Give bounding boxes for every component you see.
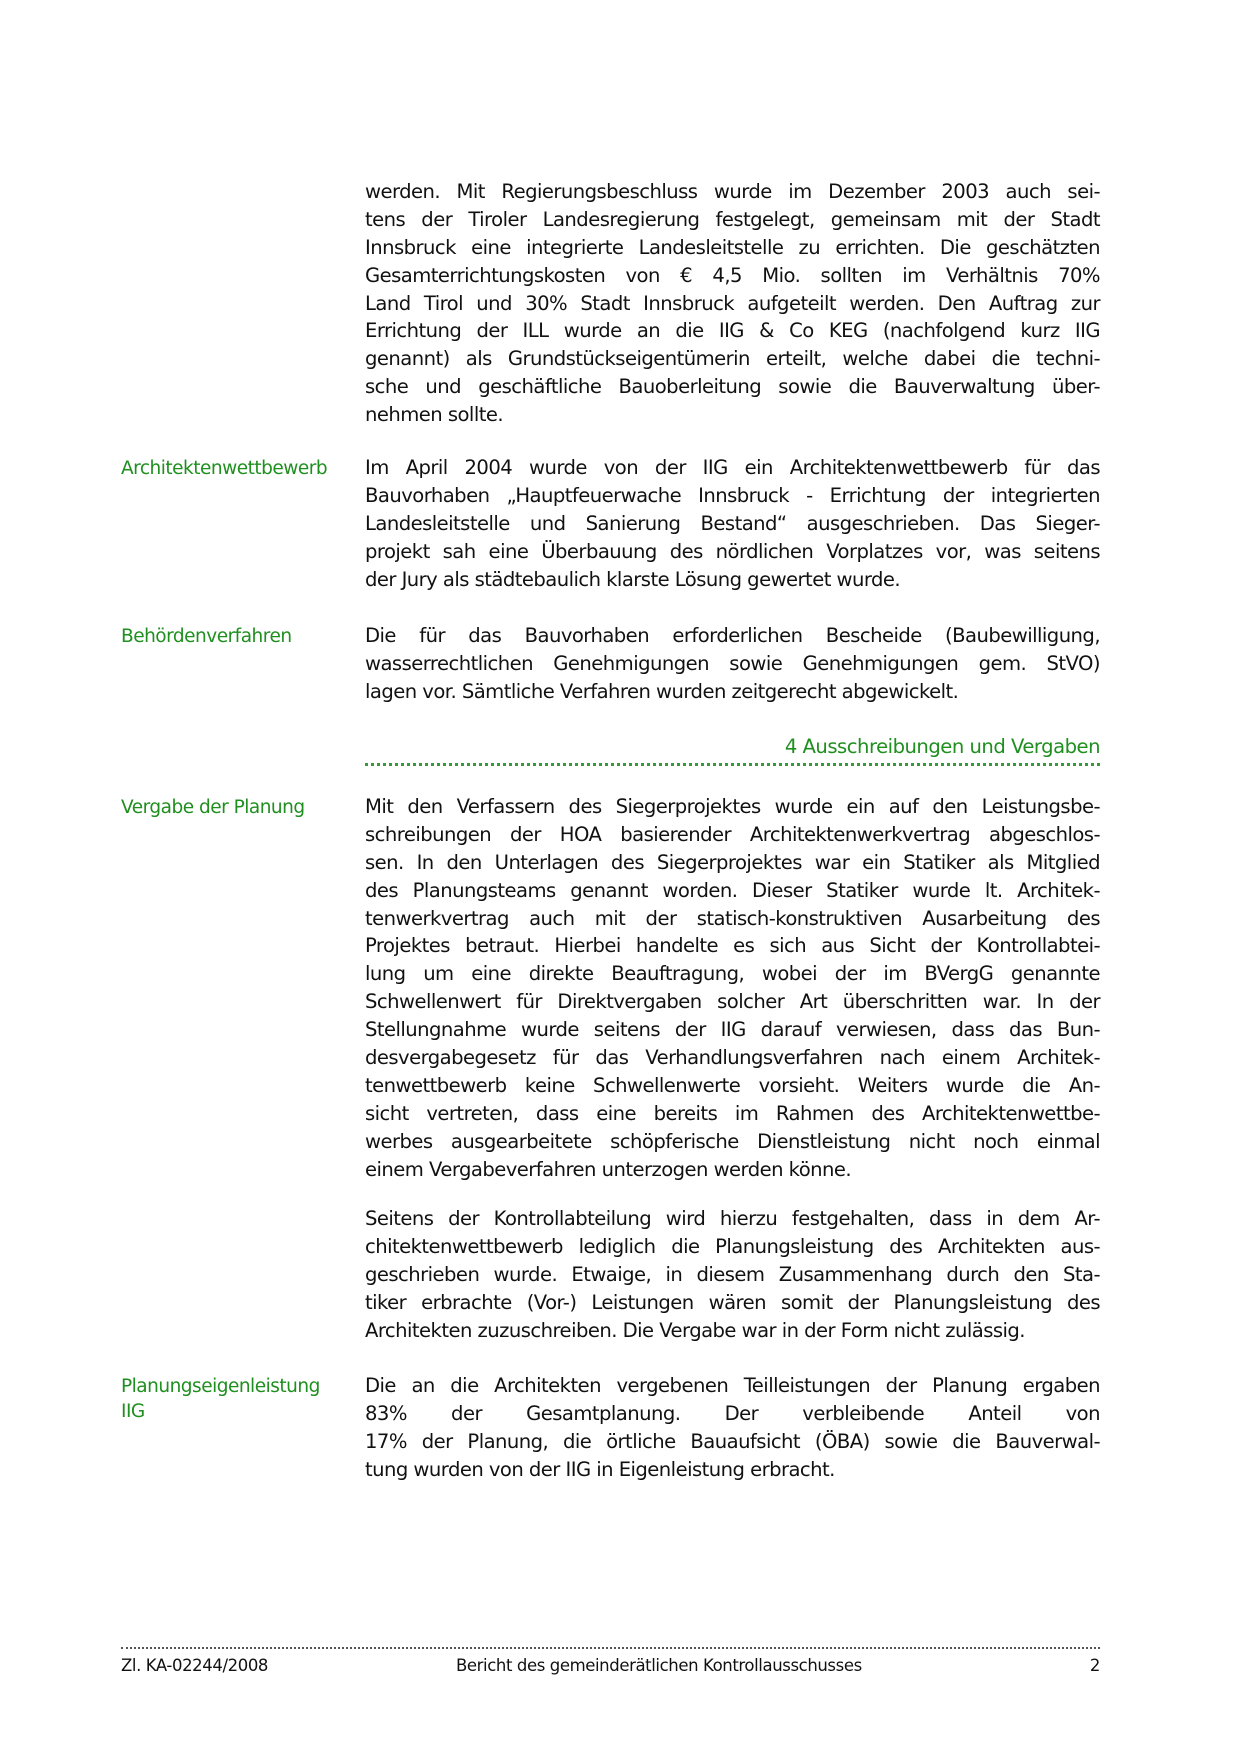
text-line: 17% der Planung, die örtliche Bauaufsicht (ÖBA) sowie die Bauverwal- xyxy=(365,1429,1100,1453)
text-line: Im April 2004 wurde von der IIG ein Architektenwettbewerb für das xyxy=(365,456,1100,479)
text-line: Schwellenwert für Direktvergaben solcher Art überschritten war. In der xyxy=(365,990,1100,1014)
paragraph xyxy=(365,454,1100,593)
heading-divider xyxy=(365,763,1100,766)
text-line: sen. In den Unterlagen des Siegerprojektes war ein Statiker als Mitglied xyxy=(365,850,1100,874)
text-line: tenwettbewerb keine Schwellenwerte vorsieht. Weiters wurde die An- xyxy=(365,1073,1100,1097)
text-line: projekt sah eine Überbauung des nördlichen Vorplatzes vor, was seitens xyxy=(365,539,1100,563)
text-line: Mit den Verfassern des Siegerprojektes wurde ein auf den Leistungsbe- xyxy=(365,795,1100,818)
text-line: Stellungnahme wurde seitens der IIG darauf verwiesen, dass das Bun- xyxy=(365,1018,1100,1042)
text-line: Gesamterrichtungskosten von € 4,5 Mio. sollten im Verhältnis 70% xyxy=(365,263,1100,287)
text-line: Architekten zuzuschreiben. Die Vergabe war in der Form nicht zulässig. xyxy=(365,1318,1025,1342)
text-line: sche und geschäftliche Bauoberleitung sowie die Bauverwaltung über- xyxy=(365,375,1100,399)
text-line: tung wurden von der IIG in Eigenleistung erbracht. xyxy=(365,1457,835,1481)
footer-reference: Zl. KA-02244/2008 xyxy=(121,1656,269,1675)
footer-divider xyxy=(121,1647,1100,1649)
section-heading: 4 Ausschreibungen und Vergaben xyxy=(784,735,1100,758)
text-line: lung um eine direkte Beauftragung, wobei der im BVergG genannte xyxy=(365,962,1100,986)
text-line: Errichtung der ILL wurde an die IIG & Co KEG (nachfolgend kurz IIG xyxy=(365,319,1100,343)
text-line: schreibungen der HOA basierender Architektenwerkvertrag abgeschlos- xyxy=(365,822,1100,846)
text-line: des Planungsteams genannt worden. Dieser Statiker wurde lt. Architek- xyxy=(365,878,1100,902)
paragraph xyxy=(365,178,1100,429)
text-line: wasserrechtlichen Genehmigungen sowie Genehmigungen gem. StVO) xyxy=(365,651,1100,675)
margin-label: Planungseigenleistung IIG xyxy=(121,1376,320,1422)
text-line: sicht vertreten, dass eine bereits im Rahmen des Architektenwettbe- xyxy=(365,1101,1100,1125)
text-line: Bauvorhaben „Hauptfeuerwache Innsbruck - Errichtung der integrierten xyxy=(365,483,1100,507)
text-line: tiker erbrachte (Vor-) Leistungen wären somit der Planungsleistung des xyxy=(365,1290,1100,1314)
text-line: einem Vergabeverfahren unterzogen werden könne. xyxy=(365,1157,852,1181)
text-line: geschrieben wurde. Etwaige, in diesem Zusammenhang durch den Sta- xyxy=(365,1262,1100,1286)
margin-label: Behördenverfahren xyxy=(121,626,292,647)
text-line: werbes ausgearbeitete schöpferische Dienstleistung nicht noch einmal xyxy=(365,1129,1100,1153)
paragraph xyxy=(365,622,1100,706)
text-line: desvergabegesetz für das Verhandlungsverfahren nach einem Architek- xyxy=(365,1046,1100,1070)
text-line: Innsbruck eine integrierte Landesleitstelle zu errichten. Die geschätzten xyxy=(365,235,1100,259)
paragraph xyxy=(365,793,1100,1183)
text-line: Die an die Architekten vergebenen Teilleistungen der Planung ergaben xyxy=(365,1374,1100,1397)
margin-label: Architektenwettbewerb xyxy=(121,458,328,479)
margin-label: Vergabe der Planung xyxy=(121,797,305,818)
text-line: genannt) als Grundstückseigentümerin erteilt, welche dabei die techni- xyxy=(365,347,1100,371)
text-line: Landesleitstelle und Sanierung Bestand“ ausgeschrieben. Das Sieger- xyxy=(365,511,1100,535)
page-number: 2 xyxy=(1089,1656,1100,1675)
text-line: tenwerkvertrag auch mit der statisch-konstruktiven Ausarbeitung des xyxy=(365,906,1100,930)
text-line: Die für das Bauvorhaben erforderlichen Bescheide (Baubewilligung, xyxy=(365,624,1100,647)
text-line: der Jury als städtebaulich klarste Lösung gewertet wurde. xyxy=(365,567,901,591)
text-line: tens der Tiroler Landesregierung festgelegt, gemeinsam mit der Stadt xyxy=(365,207,1100,231)
paragraph xyxy=(365,1372,1100,1484)
text-line: Seitens der Kontrollabteilung wird hierzu festgehalten, dass in dem Ar- xyxy=(365,1207,1100,1230)
text-line: chitektenwettbewerb lediglich die Planungsleistung des Architekten aus- xyxy=(365,1234,1100,1258)
paragraph xyxy=(365,1205,1100,1344)
text-line: Projektes betraut. Hierbei handelte es sich aus Sicht der Kontrollabtei- xyxy=(365,934,1100,958)
text-line: lagen vor. Sämtliche Verfahren wurden zeitgerecht abgewickelt. xyxy=(365,679,959,703)
text-line: werden. Mit Regierungsbeschluss wurde im Dezember 2003 auch sei- xyxy=(365,180,1100,203)
text-line: 83% der Gesamtplanung. Der verbleibende Anteil von xyxy=(365,1401,1100,1425)
text-line: nehmen sollte. xyxy=(365,403,504,427)
footer-title: Bericht des gemeinderätlichen Kontrollausschusses xyxy=(456,1656,862,1675)
text-line: Land Tirol und 30% Stadt Innsbruck aufgeteilt werden. Den Auftrag zur xyxy=(365,291,1100,315)
